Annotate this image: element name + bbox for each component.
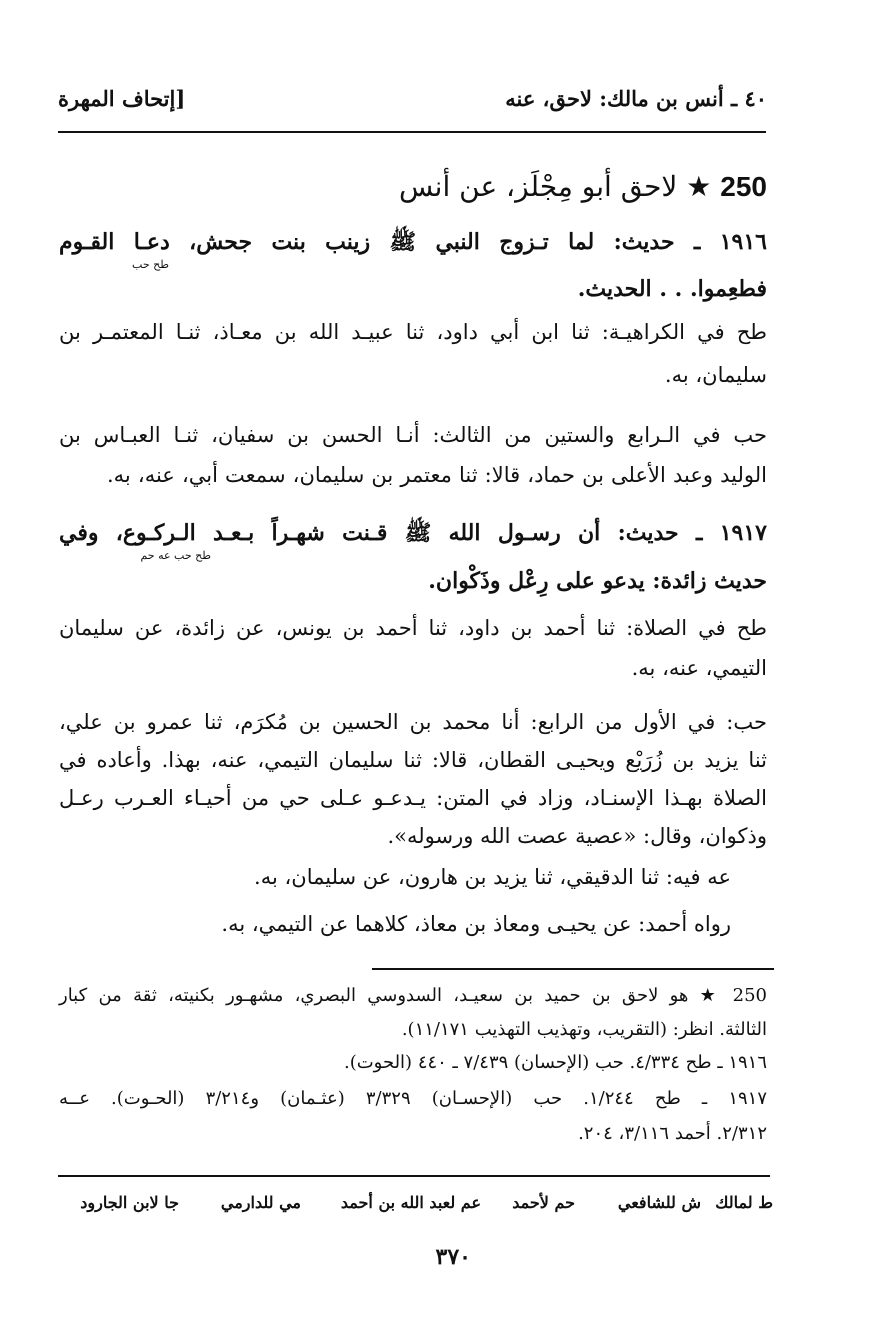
legend-item-jarud: جا لابن الجارود bbox=[80, 1193, 179, 1212]
legend-item-abdullah: عم لعبد الله بن أحمد bbox=[340, 1193, 481, 1212]
running-header-left: [إتحاف المهرة bbox=[58, 86, 186, 111]
hadith-1917-para2-line3: الصلاة بهـذا الإسنـاد، وزاد في المتن: يـدعـو عـلى حي من أحيـاء العـرب رعـل bbox=[59, 786, 767, 810]
hadith-1917-para4: رواه أحمد: عن يحيـى ومعاذ بن معاذ، كلاهما عن التيمي، به. bbox=[221, 912, 731, 936]
hadith-1917-para2-line4: وذكوان، وقال: «عصية عصت الله ورسوله». bbox=[387, 824, 767, 848]
hadith-1916-text: فطعِموا. . . الحديث. bbox=[577, 276, 767, 302]
hadith-1916-para2-line1: حب في الـرابع والستين من الثالث: أنـا الحسن بن سفيان، ثنـا العبـاس بن bbox=[59, 423, 767, 447]
hadith-1917-sigla: طح حب عه حم bbox=[140, 549, 211, 562]
section-number: 250 bbox=[720, 171, 767, 202]
footnote-1917-line1: ١٩١٧ ـ طح ١/٢٤٤. حب (الإحسـان) ٣/٣٢٩ (عثـمان) و٣/٢١٤ (الحـوت). عــه bbox=[59, 1088, 767, 1109]
hadith-1916-para1-line2: سليمان، به. bbox=[664, 363, 767, 387]
hadith-1917-para1-line2: التيمي، عنه، به. bbox=[631, 656, 767, 680]
hadith-1916-heading: ١٩١٦ ـ حديث: لما تـزوج النبي ﷺ زينب بنت جحش، دعـا القـوم bbox=[59, 229, 767, 255]
legend-item-ahmad: حم لأحمد bbox=[512, 1193, 575, 1212]
hadith-1917-text: حديث زائدة: يدعو على رِعْل وذَكْوان. bbox=[428, 568, 767, 594]
running-header-right: ٤٠ ـ أنس بن مالك: لاحق، عنه bbox=[505, 86, 767, 111]
legend-rule bbox=[58, 1175, 770, 1177]
footnote-250-line1: 250 ★ هو لاحق بن حميد بن سعيـد، السدوسي البصري، مشهـور بكنيته، ثقة من كبار bbox=[59, 985, 767, 1006]
section-heading bbox=[399, 170, 767, 203]
legend-item-malik: ط لمالك bbox=[715, 1193, 773, 1212]
footnote-1916: ١٩١٦ ـ طح ٤/٣٣٤. حب (الإحسان) ٧/٤٣٩ ـ ٤٤٠ (الحوت). bbox=[343, 1052, 767, 1073]
page-number: ٣٧٠ bbox=[435, 1244, 471, 1270]
hadith-1917-para1-line1: طح في الصلاة: ثنا أحمد بن داود، ثنا أحمد بن يونس، عن زائدة، عن سليمان bbox=[59, 616, 767, 640]
footnote-rule bbox=[372, 968, 774, 970]
hadith-1916-para2-line2: الوليد وعبد الأعلى بن حماد، قالا: ثنا معتمر بن سليمان، سمعت أبي، عنه، به. bbox=[107, 463, 767, 487]
header-rule bbox=[58, 131, 766, 133]
legend-item-shafii: ش للشافعي bbox=[617, 1193, 701, 1212]
hadith-1917-para2-line2: ثنا يزيد بن زُرَيْع ويحيـى القطان، قالا: ثنا سليمان التيمي، عنه، بهذا. وأعاده في bbox=[59, 748, 767, 772]
section-title: لاحق أبو مِجْلَز، عن أنس bbox=[398, 170, 678, 203]
footnote-250-line2: الثالثة. انظر: (التقريب، وتهذيب التهذيب ١١/١٧١). bbox=[401, 1019, 767, 1040]
star-icon: ★ bbox=[686, 170, 712, 203]
legend-item-darimi: مي للدارمي bbox=[220, 1193, 301, 1212]
hadith-1917-para2-line1: حب: في الأول من الرابع: أنا محمد بن الحسين بن مُكرَم، ثنا عمرو بن علي، bbox=[59, 710, 767, 734]
footnote-1917-line2: ٢/٣١٢. أحمد ٣/١١٦، ٢٠٤. bbox=[578, 1123, 767, 1144]
hadith-1916-para1-line1: طح في الكراهيـة: ثنا ابن أبي داود، ثنا عبيـد الله بن معـاذ، ثنـا المعتمـر بن bbox=[59, 320, 767, 344]
hadith-1917-heading: ١٩١٧ ـ حديث: أن رسـول الله ﷺ قـنت شهـراً بـعـد الـركـوع، وفي bbox=[59, 520, 767, 546]
hadith-1917-para3: عه فيه: ثنا الدقيقي، ثنا يزيد بن هارون، عن سليمان، به. bbox=[254, 865, 731, 889]
hadith-1916-sigla: طح حب bbox=[132, 258, 169, 271]
